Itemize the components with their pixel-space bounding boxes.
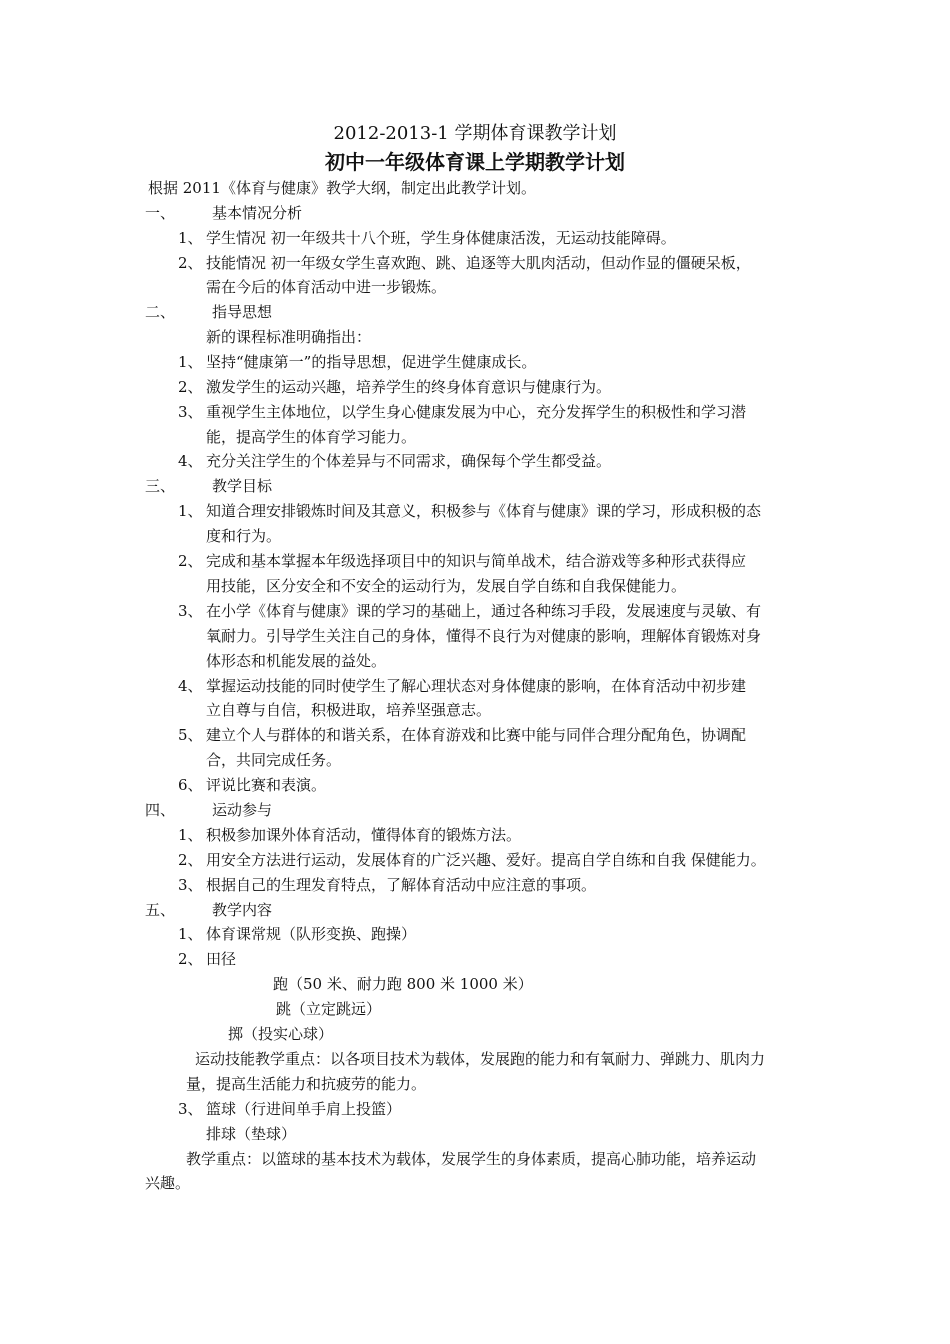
section-1-heading: 基本情况分析 <box>212 204 303 222</box>
s3-item-1-line-2: 度和行为。 <box>206 527 282 545</box>
s3-item-2-line-2: 用技能，区分安全和不安全的运动行为，发展自学自练和自我保健能力。 <box>206 577 687 595</box>
s2-item-2-line-1: 激发学生的运动兴趣，培养学生的终身体育意识与健康行为。 <box>206 378 612 396</box>
s3-item-5-line-1: 建立个人与群体的和谐关系，在体育游戏和比赛中能与同伴合理分配角色，协调配 <box>206 726 747 744</box>
s5-item-1-text: 体育课常规（队形变换、跑操） <box>206 925 417 943</box>
track-jump-line: 跳（立定跳远） <box>276 1000 382 1018</box>
s3-item-4-line-2: 立自尊与自信，积极进取，培养坚强意志。 <box>206 701 492 719</box>
section-1-number: 一、 <box>145 204 176 222</box>
s3-item-4-number: 4、 <box>178 677 203 695</box>
teaching-focus-line-2: 兴趣。 <box>145 1174 191 1192</box>
s1-item-2-number: 2、 <box>178 254 203 272</box>
s5-item-3-number: 3、 <box>178 1100 203 1118</box>
s5-item-2-number: 2、 <box>178 950 203 968</box>
document-subtitle: 初中一年级体育课上学期教学计划 <box>325 150 625 174</box>
s2-item-3-number: 3、 <box>178 403 203 421</box>
s4-item-3-line-1: 根据自己的生理发育特点，了解体育活动中应注意的事项。 <box>206 876 597 894</box>
s3-item-3-line-1: 在小学《体育与健康》课的学习的基础上，通过各种练习手段，发展速度与灵敏、有 <box>206 602 762 620</box>
volleyball-line: 排球（垫球） <box>206 1125 297 1143</box>
section-2-heading: 指导思想 <box>212 303 273 321</box>
section-4-heading: 运动参与 <box>212 801 273 819</box>
section-3-heading: 教学目标 <box>212 477 273 495</box>
s3-item-5-number: 5、 <box>178 726 203 744</box>
s3-item-4-line-1: 掌握运动技能的同时使学生了解心理状态对身体健康的影响，在体育活动中初步建 <box>206 677 747 695</box>
s1-item-1-line-1: 学生情况 初一年级共十八个班，学生身体健康活泼，无运动技能障碍。 <box>206 229 676 247</box>
s3-item-6-number: 6、 <box>178 776 203 794</box>
section-5-number: 五、 <box>145 901 176 919</box>
s4-item-2-line-1: 用安全方法进行运动，发展体育的广泛兴趣、爱好。提高自学自练和自我 保健能力。 <box>206 851 766 869</box>
intro-paragraph: 根据 2011《体育与健康》教学大纲，制定出此教学计划。 <box>148 179 536 197</box>
s1-item-2-line-2: 需在今后的体育活动中进一步锻炼。 <box>206 278 447 296</box>
s3-item-6-line-1: 评说比赛和表演。 <box>206 776 327 794</box>
s4-item-2-number: 2、 <box>178 851 203 869</box>
s3-item-2-line-1: 完成和基本掌握本年级选择项目中的知识与简单战术，结合游戏等多种形式获得应 <box>206 552 747 570</box>
skill-focus-line-1: 运动技能教学重点：以各项目技术为载体，发展跑的能力和有氧耐力、弹跳力、肌肉力 <box>195 1050 766 1068</box>
s2-item-4-line-1: 充分关注学生的个体差异与不同需求，确保每个学生都受益。 <box>206 452 612 470</box>
document-title: 2012-2013-1 学期体育课教学计划 <box>333 123 617 144</box>
s3-item-3-line-2: 氧耐力。引导学生关注自己的身体，懂得不良行为对健康的影响，理解体育锻炼对身 <box>206 627 762 645</box>
s2-item-1-line-1: 坚持“健康第一”的指导思想，促进学生健康成长。 <box>206 353 537 371</box>
s2-item-4-number: 4、 <box>178 452 203 470</box>
skill-focus-line-2: 量，提高生活能力和抗疲劳的能力。 <box>186 1075 427 1093</box>
teaching-focus-line-1: 教学重点：以篮球的基本技术为载体，发展学生的身体素质，提高心肺功能，培养运动 <box>186 1150 757 1168</box>
s4-item-3-number: 3、 <box>178 876 203 894</box>
s2-item-2-number: 2、 <box>178 378 203 396</box>
section-2-number: 二、 <box>145 303 176 321</box>
section-2-lead: 新的课程标准明确指出： <box>206 328 372 346</box>
s1-item-1-number: 1、 <box>178 229 203 247</box>
track-throw-line: 掷（投实心球） <box>228 1025 334 1043</box>
s3-item-2-number: 2、 <box>178 552 203 570</box>
s2-item-3-line-1: 重视学生主体地位，以学生身心健康发展为中心，充分发挥学生的积极性和学习潜 <box>206 403 747 421</box>
s2-item-1-number: 1、 <box>178 353 203 371</box>
s5-item-2-text: 田径 <box>206 950 237 968</box>
s2-item-3-line-2: 能，提高学生的体育学习能力。 <box>206 428 417 446</box>
s1-item-2-line-1: 技能情况 初一年级女学生喜欢跑、跳、追逐等大肌肉活动，但动作显的僵硬呆板， <box>206 254 751 272</box>
s5-item-1-number: 1、 <box>178 925 203 943</box>
section-5-heading: 教学内容 <box>212 901 273 919</box>
section-4-number: 四、 <box>145 801 176 819</box>
track-run-line: 跑（50 米、耐力跑 800 米 1000 米） <box>273 975 533 993</box>
s4-item-1-number: 1、 <box>178 826 203 844</box>
s3-item-1-line-1: 知道合理安排锻炼时间及其意义，积极参与《体育与健康》课的学习，形成积极的态 <box>206 502 762 520</box>
section-3-number: 三、 <box>145 477 176 495</box>
s3-item-5-line-2: 合，共同完成任务。 <box>206 751 342 769</box>
s3-item-3-number: 3、 <box>178 602 203 620</box>
s5-item-3-text: 篮球（行进间单手肩上投篮） <box>206 1100 402 1118</box>
s4-item-1-line-1: 积极参加课外体育活动，懂得体育的锻炼方法。 <box>206 826 522 844</box>
s3-item-3-line-3: 体形态和机能发展的益处。 <box>206 652 387 670</box>
s3-item-1-number: 1、 <box>178 502 203 520</box>
